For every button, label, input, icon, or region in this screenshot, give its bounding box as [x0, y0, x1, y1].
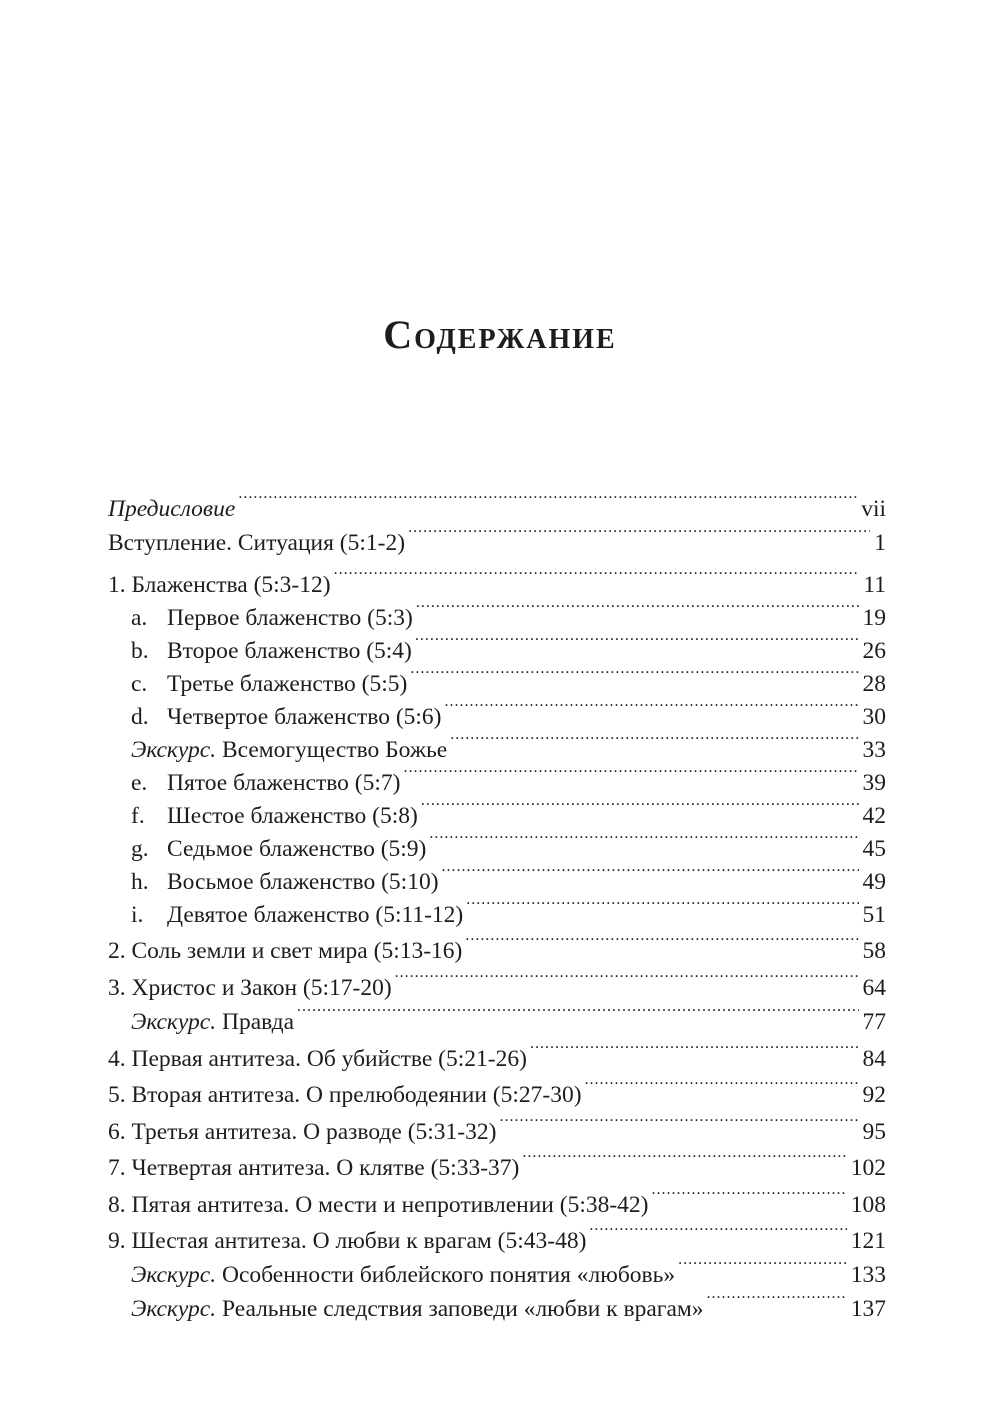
dot-leader — [707, 1286, 847, 1316]
toc-subentry-title: Четвертое блаженство (5:6) — [167, 704, 442, 730]
toc-excursus[interactable] — [131, 999, 886, 1033]
toc-subentry-title: Восьмое блаженство (5:10) — [167, 869, 439, 895]
toc-entry[interactable] — [108, 520, 886, 554]
toc-entry-page: 64 — [862, 975, 886, 1001]
toc-subentry[interactable] — [131, 892, 886, 926]
dot-leader — [415, 628, 859, 658]
dot-leader — [445, 694, 859, 724]
dot-leader — [410, 661, 858, 691]
dot-leader — [408, 520, 870, 550]
toc-entry-title: 7. Четвертая антитеза. О клятве (5:33-37) — [108, 1155, 520, 1181]
toc-entry[interactable] — [108, 562, 886, 596]
toc-entry-title: 5. Вторая антитеза. О прелюбодеянии (5:27-30) — [108, 1082, 582, 1108]
toc-entry-page: 11 — [863, 572, 886, 598]
dot-leader — [421, 793, 859, 823]
toc-subentry[interactable] — [131, 661, 886, 695]
toc-entry[interactable] — [108, 1145, 886, 1179]
toc-subentry[interactable] — [131, 760, 886, 794]
toc-entry-title: Вступление. Ситуация (5:1-2) — [108, 530, 406, 556]
toc-subentry[interactable] — [131, 826, 886, 860]
toc-entry-title: 1. Блаженства (5:3-12) — [108, 572, 331, 598]
toc-subentry-marker: h. — [131, 869, 149, 895]
toc-entry[interactable] — [108, 928, 886, 962]
toc-entry-page: 42 — [862, 803, 886, 829]
dot-leader — [450, 727, 858, 757]
toc-entry-page: 49 — [862, 869, 886, 895]
toc-subentry-marker: c. — [131, 671, 148, 697]
toc-entry[interactable] — [108, 1218, 886, 1252]
dot-leader — [442, 859, 859, 889]
toc-subentry[interactable] — [131, 793, 886, 827]
toc-excursus[interactable] — [131, 1252, 886, 1286]
toc-subentry-marker: b. — [131, 638, 149, 664]
toc-entry-page: 121 — [850, 1228, 886, 1254]
toc-subentry[interactable] — [131, 595, 886, 629]
dot-leader — [678, 1252, 847, 1282]
toc-entry-title: Предисловие — [108, 496, 236, 522]
toc-entry-page: 45 — [862, 836, 886, 862]
toc-entry-page: 30 — [862, 704, 886, 730]
toc-excursus-title: Реальные следствия заповеди «любви к врагам» — [216, 1296, 704, 1322]
toc-subentry-title: Третье блаженство (5:5) — [167, 671, 408, 697]
toc-subentry[interactable] — [131, 694, 886, 728]
toc-subentry-marker: e. — [131, 770, 148, 796]
toc-entry[interactable] — [108, 1182, 886, 1216]
dot-leader — [429, 826, 858, 856]
toc-entry-page: 137 — [850, 1296, 886, 1322]
toc-subentry-title: Пятое блаженство (5:7) — [167, 770, 401, 796]
toc-entry[interactable] — [108, 1072, 886, 1106]
dot-leader — [465, 928, 858, 958]
toc-entry-title: 8. Пятая антитеза. О мести и непротивлении (5:38-42) — [108, 1192, 649, 1218]
dot-leader — [404, 760, 859, 790]
toc-entry-page: 58 — [862, 938, 886, 964]
toc-entry-title: 6. Третья антитеза. О разводе (5:31-32) — [108, 1119, 497, 1145]
toc-entry-title: 2. Соль земли и свет мира (5:13-16) — [108, 938, 463, 964]
toc-entry-title: 4. Первая антитеза. Об убийстве (5:21-26) — [108, 1046, 527, 1072]
toc-excursus-title: Особенности библейского понятия «любовь» — [216, 1262, 676, 1288]
toc-subentry-title: Второе блаженство (5:4) — [167, 638, 412, 664]
toc-excursus[interactable] — [131, 1286, 886, 1320]
toc-entry-page: 102 — [850, 1155, 886, 1181]
excursus-label: Экскурс. — [131, 1009, 217, 1035]
toc-entry[interactable] — [108, 965, 886, 999]
toc-entry-page: 133 — [850, 1262, 886, 1288]
toc-entry-page: 77 — [862, 1009, 886, 1035]
dot-leader — [522, 1145, 846, 1175]
toc-subentry-marker: a. — [131, 605, 148, 631]
toc-subentry-title: Седьмое блаженство (5:9) — [167, 836, 427, 862]
toc-subentry[interactable] — [131, 859, 886, 893]
toc-subentry-marker: d. — [131, 704, 149, 730]
toc-entry[interactable] — [108, 486, 886, 520]
page-title: Содержание — [383, 311, 617, 357]
dot-leader — [297, 999, 858, 1029]
toc-subentry[interactable] — [131, 628, 886, 662]
toc-entry-page: 108 — [850, 1192, 886, 1218]
toc-entry-page: 92 — [862, 1082, 886, 1108]
toc-entry-title: 3. Христос и Закон (5:17-20) — [108, 975, 392, 1001]
dot-leader — [530, 1036, 859, 1066]
toc-entry-page: 95 — [862, 1119, 886, 1145]
toc-entry-page: 1 — [874, 530, 886, 556]
toc-entry-page: 51 — [862, 902, 886, 928]
dot-leader — [334, 562, 860, 592]
toc-subentry-title: Шестое блаженство (5:8) — [167, 803, 418, 829]
toc-entry-page: vii — [861, 496, 886, 522]
dot-leader — [585, 1072, 859, 1102]
dot-leader — [416, 595, 859, 625]
toc-entry-title: 9. Шестая антитеза. О любви к врагам (5:43-48) — [108, 1228, 587, 1254]
toc-excursus-title: Всемогущество Божье — [216, 737, 448, 763]
toc-entry-page: 39 — [862, 770, 886, 796]
toc-subentry-marker: i. — [131, 902, 144, 928]
excursus-label: Экскурс. — [131, 737, 217, 763]
toc-entry[interactable] — [108, 1036, 886, 1070]
toc-subentry-marker: f. — [131, 803, 145, 829]
toc-excursus-title: Правда — [216, 1009, 295, 1035]
dot-leader — [589, 1218, 846, 1248]
toc-subentry-title: Первое блаженство (5:3) — [167, 605, 413, 631]
toc-entry-page: 84 — [862, 1046, 886, 1072]
dot-leader — [395, 965, 859, 995]
excursus-label: Экскурс. — [131, 1296, 217, 1322]
toc-subentry-title: Девятое блаженство (5:11-12) — [167, 902, 464, 928]
toc-entry-page: 26 — [862, 638, 886, 664]
toc-entry-page: 28 — [862, 671, 886, 697]
dot-leader — [499, 1109, 858, 1139]
dot-leader — [652, 1182, 847, 1212]
toc-subentry-marker: g. — [131, 836, 149, 862]
toc-entry-page: 19 — [862, 605, 886, 631]
toc-entry-page: 33 — [862, 737, 886, 763]
dot-leader — [238, 486, 857, 516]
dot-leader — [466, 892, 858, 922]
toc-entry[interactable] — [108, 1109, 886, 1143]
excursus-label: Экскурс. — [131, 1262, 217, 1288]
toc-excursus[interactable] — [131, 727, 886, 761]
